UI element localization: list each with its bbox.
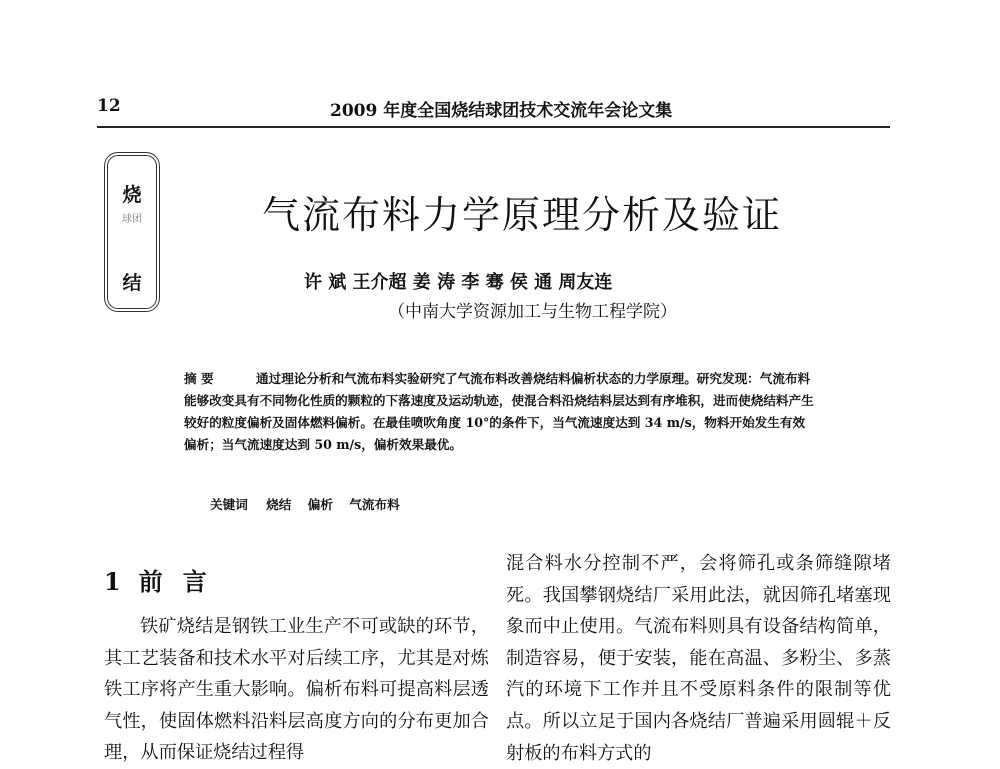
keyword: 偏析 <box>307 497 333 512</box>
page-number: 12 <box>97 96 121 116</box>
seal-middle-text: 球团 <box>122 214 142 225</box>
seal-top-char: 烧 <box>122 184 142 206</box>
section-heading <box>104 562 227 597</box>
abstract <box>184 368 814 456</box>
keyword: 气流布料 <box>349 497 400 512</box>
keyword: 烧结 <box>266 497 292 512</box>
author-list: 许 斌 王介超 姜 涛 李 骞 侯 通 周友连 <box>304 272 613 293</box>
body-left-column: 铁矿烧结是钢铁工业生产不可或缺的环节，其工艺装备和技术水平对后续工序，尤其是对炼铁工序将产生重大影响。偏析布料可提高料层透气性，使固体燃料沿料层高度方向的分布更加合理，从而保证烧结过程得 <box>104 616 489 764</box>
abstract-text: 通过理论分析和气流布料实验研究了气流布料改善烧结料偏析状态的力学原理。研究发现：气流布料能够改变具有不同物化性质的颗粒的下落速度及运动轨迹，使混合料沿烧结料层达到有序堆积，进而使烧结料产生较好的粒度偏析及固体燃料偏析。在最佳喷吹角度 10°的条件下，当气流速度达到 34 m/s，物料开始发生有效偏析；当气流速度达到 50 m/s，偏析效果最优。 <box>184 371 814 452</box>
keywords-label: 关键词 <box>210 497 248 512</box>
header-rule <box>97 126 890 128</box>
paper-title: 气流布料力学原理分析及验证 <box>262 193 783 237</box>
section-number: 1 <box>104 567 121 596</box>
seal-bottom-char: 结 <box>122 272 142 294</box>
section-seal <box>104 152 160 312</box>
running-title: 2009 年度全国烧结球团技术交流年会论文集 <box>330 101 673 121</box>
section-title: 前言 <box>138 567 227 596</box>
body-right-column: 混合料水分控制不严，会将筛孔或条筛缝隙堵死。我国攀钢烧结厂采用此法，就因筛孔堵塞现象而中止使用。气流布料则具有设备结构简单，制造容易，便于安装，能在高温、多粉尘、多蒸汽的环境下工作并且不受原料条件的限制等优点。所以立足于国内各烧结厂普遍采用圆辊＋反射板的布料方式的 <box>506 553 891 764</box>
affiliation: （中南大学资源加工与生物工程学院） <box>388 302 677 322</box>
keywords <box>210 494 412 513</box>
abstract-label: 摘 要 <box>184 371 214 386</box>
